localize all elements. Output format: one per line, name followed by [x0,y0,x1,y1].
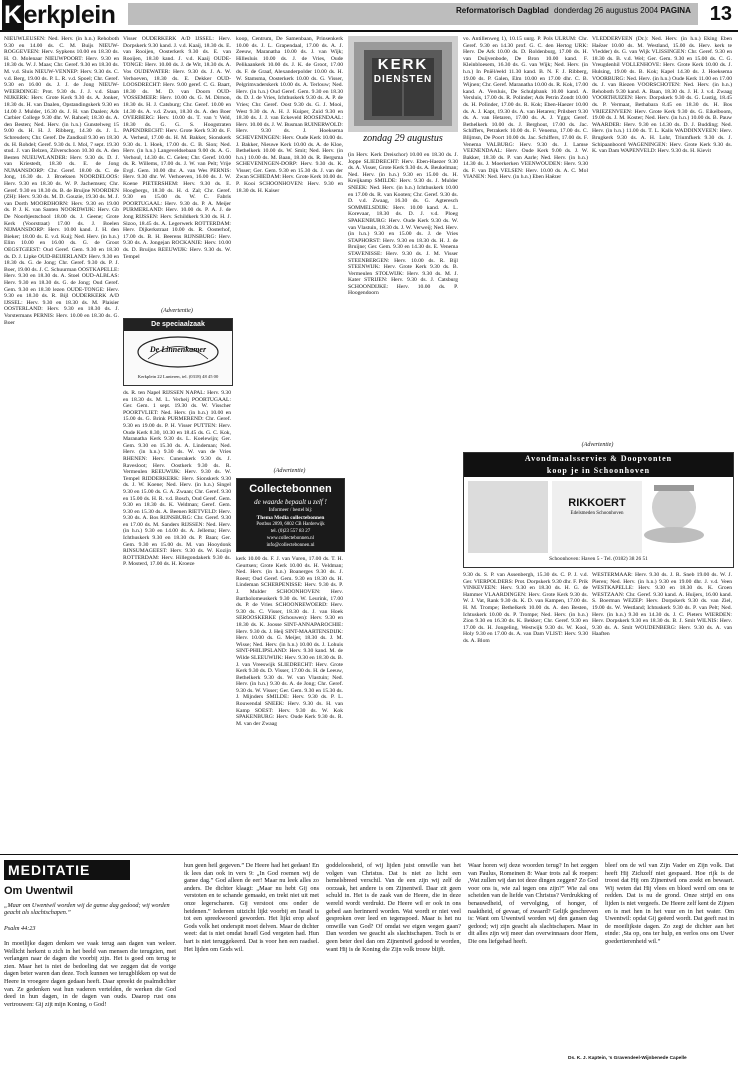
collectebonnen-info: Informeer / bestel bij: [268,508,313,513]
collectebonnen-company: Thema Media collectebonnen [256,515,325,521]
rikkoert-address: Schoonhoven: Haven 5 - Tel. (0182) 38 26 51 [549,556,648,562]
kerkdiensten-subtitle: DIENSTEN [373,74,433,85]
linnenkamer-address: Kerkplein 22 Lunteren, tel. (0318) 48 45 00 [137,374,219,379]
listing-column-4 [236,36,343,464]
meditatie-paragraph-2: hun geen heil gegeven.” De Heere had het gedaan! En ik lees dan ook in vers 9: „In God roemen wij de ganse dag.” God alleen de eer! Maar nu leek alles zo anders. De dichter klaagt: „Maar nu hebt Gij ons verstoten en te schande gemaakt, en trekt niet uit met onze legerscharen. Gij verstoot ons onder de heidenen.” Iedereen uitzicht lijkt voorbij en Israël is tot een spreekwoord geworden. Het lijkt erop alsof Gods volk het onderspit moet delven. Maar de dichter weet: dat is niet omdat Israël God vergeten had. Hun hart is niet teruggekeerd. Dat is voor hen een raadsel. Het lijden om Gods wil. [184,862,319,953]
listing-column-2 [123,36,231,306]
collectebonnen-sub: de waarde bepaalt u zelf ! [254,498,327,506]
listing-column-7 [463,36,588,436]
linnenkamer-ad[interactable] [123,318,233,386]
listing-column-6 [348,152,458,848]
listing-text-2: Visser OUDERKERK A/D IJSSEL: Herv. Dorpskerk 9.30 kand. J. v.d. Kaaij, 18.30 ds. E. van Rooijen, Oosterkerk 9.30 ds. E. van Rooijen, 18.30 kand. J. v.d. Kaaij OUDE-TONGE: Herv. 10.00 ds. J. de Wit, 18.30 ds. A. Vos OUDEWATER: Herv. 9.30 ds. J. A. W. Verhoeven, 18.30 ds. E. Dekker OUD-LOOSDRECHT: Herv. 9.00 geref. C. G. Baart, 18.30 ds. M. D. van Doorn OUD-VOSSEMEER: Herv. 10.00 ds. G. M. Dirnon, 18.30 ds. H. J. Catsburg; Chr. Geref. 10.00 en 14.30 ds. A. v.d. Zwan, 18.30 ds. A. den Boer OVERBERG: Herv. 10.00 ds. T. van 't Veld, 18.30 ds. G. G. S. Hoogstraten PAPENDRECHT: Herv. Grote Kerk 9.30 ds. F. A. Verheul, 17.00 ds. H. M. Bakker, Sionskerk 9.30 ds. I. Hoek, 17.00 ds. C. B. Sion; Ned. Herv. (in h.n.) Langeveldsebaan 9.00 ds. A. G. Verhoul, 14.30 ds. C. Gelen; Chr. Geref. 10.00 ds. R. Willems, 17.00 ds. J. W. van Pelt; Vrije Evgl. Gem. 10.00 dhr. A. van Wes PERNIS: Herv. 9.30 dhr. W. Verhoeven, 16.00 ds. J. W. Koene PIETERSHEM: Herv. 9.30 ds. E. Hoogbergs, 18.30 ds. H. d. Zal; Chr. Geref. 9.30 en 15.00 ds. W. C. Fabris POORTUGAAL: Herv. 9.30 ds. P. A. Meijer PURMERLAND: Herv. 10.00 ds. P. A. J. de Jong RIJSSEN: Herv. Schildkerk 9.30 ds. H. J. Sizoo, 18.45 ds. A. Legerwerk ROTTERDAM: Herv. Dijkerkstraat 10.00 ds. R. Oosterhof, 17.00 ds. B. H. Beerens RIJNSBURG: Herv. 9.30 ds. A. Jongejan ROCKANJE: Herv. 10.00 ds. D. Bruijns REEUWIJK: Herv. 9.30 ds. W. Tempel [123,36,231,260]
rikkoert-subheadline: koop je in Schoonhoven [546,466,651,475]
listing-text-7: vo. Antillenweg 1), 10.15 uurg. P. Pols ULRUM: Chr. Geref. 9.30 en 14.30 prof. G. C. den Hertog URK: Herv. De Ark 10.00 ds. D. Roldenburg, 17.00 ds. H. van Duijvenbode, De Bron 10.00 kand. F. Kleinbloesem, 16.30 ds. G. van Wijk; Ned. Herv. (in h.n.) In Pniël/eeld 11.30 kand. B. N. F. J. Ribberg, 19.00 ds. P. Galen, Elm 10.00 en 17.00 dhr. C. B. Wijnen; Chr. Geref. Maranatha 10.00 ds. R. Kok, 17.00 kand. A. Versluis, De Schulpbank 10.00 kand. A. Versluis, 17.00 ds. R. Polinder; Ads Petrin Zondt 10.00 ds. H. Polinder, 17.00 ds. R. Kok; Eben-Haezer 10.00 ds. A. J. Kapt, 19.30 ds. A. van Hetaren; Prilsbert 9.30 ds. A. van Hetaren, 17.00 ds. A. J. Ygga; Geref. Bethelkerk 10.00 ds. J. Berghout, 17.00 ds. Jac. Schiffers, Petrakerk 10.00 ds. F. Venema, 17.00 ds. C. Blijmsn, De Poort 10.00 ds. Jac. Schiffers, 17.00 ds. F. Venema VALBURG: Herv. 9.30 ds. J. Lamse VEENENDAAL: Herv. Oude Kerk 9.00 ds. J. W. Bakker, 18.30 ds. P. van Aarle; Ned. Herv. (in h.n.) 14.30 ds. J. Moerkerken VEENWOUDEN: Herv. 9.30 ds. F. van Dijk VELSEN: Herv. 10.00 ds. A. C. Mol VIANEN: Ned. Herv. (in h.n.) Eben Haëzer [463,36,588,181]
page-number: 13 [709,3,732,25]
kerkdiensten-feature [348,36,458,146]
rikkoert-product-photos [464,479,733,555]
issue-date-text: donderdag 26 augustus 2004 [554,6,659,15]
listing-column-1 [4,36,119,848]
advertentie-label-3: (Advertentie) [581,442,614,448]
advertentie-label-2: (Advertentie) [273,468,306,474]
meditatie-quote: „Maar om Uwentwil worden wij de ganse dag gedood; wij worden geacht als slachtschapen.” [4,902,170,917]
masthead-rule [0,30,738,32]
meditatie-author: Ds. K. J. Kaptein, 's Gravendeel-Wijnbenede Capelle [568,1056,687,1061]
meditatie-paragraph-5: bleef om de wil van Zijn Vader en Zijn volk. Dat heeft Hij Zichzelf niet gespaard. Hoe rijk is de troost dat Hij om Zijnentwil ons zoekt en bewaart. Wij weten dat Hij vlees en bloed werd om ons te redden. Dat is nu de grond. Onze strijd en ons lijden is niet vergeefs. De Heere zelf kent de Zijnen en is met hen in het vuur en in het water. Om Uwentwil: opdat Gij geëerd wordt. Dat geeft rust in de moeilijkste dagen. Zo zegt de dichter aan het einde: ,Sta op, ons ter hulp, en verlos ons om Uwer goedertierenheid wil.” [605,862,734,945]
listing-column-5 [236,556,343,848]
meditatie-column-2 [184,862,319,1066]
advertentie-label-1: (Advertentie) [161,308,193,314]
meditatie-paragraph-3: goddeloosheid, of wij lijden juist omwille van het volgen van Christus. Dat is niet zo licht een hemelsbreed verschil. Van de een zijn wij zelf de oorzaak, het andere is om Zijnentwil. Daar zit geen schuld in. Het is de zaak van de Heere, die in deze wereld wordt verdrukt. De Heere wil er ook in ons gebed aan herinnerd worden. Wat wordt er niet veel gesproken over leed en tegenspoed. Maar is het nu omwille van God? Of omdat we eigen wegen gaan? Dan worden we geacht als slachtschapen. Toch is er geen beter deel dan om Zijnentwil gedood te worden, want Hij is de Koning die Zijn volk trouw blijft. [326,862,461,953]
rikkoert-banner [464,453,733,477]
kerkdiensten-date: zondag 29 augustus [363,133,443,144]
collectebonnen-address: Postbus 2899, 6802 CB Harderwijk [256,522,325,527]
meditatie-divider [0,854,738,855]
listing-text-1: NIEUWLEUSEN: Ned. Herv. (in h.n.) Rehoboth 9.30 en 14.00 ds. C. M. Buijs NIEUW-ROGGEVEEN: Herv. Sypkens 10.00 en 18.30 ds. H. O. Molenaar NIEUWPOORT: Herv. 9.30 en 18.30 ds. W. J. Maas; Chr. Geref. 9.30 en 18.30 ds. M. v.d. Sluis NIEUW-VENNEP: Herv. 9.30 ds. C. v.d. Berg, 19.00 ds. P. L. R. v.d. Spoel; Chr. Geref. 9.30 en 16.00 ds. J. J. de Jong NIEUW-WEERDINGE: Prot. 9.30 ds. J. J. v.d. Slaan NIJKERK: Herv. Grote Kerk 9.30 ds. A. Jonker, 18.30 ds. H. van Daalen, Opstandingskerk 9.30 en 14.00 J. Mulder, 16.30 ds. J. H. van Daalen; Ads Carbier College 9.30 dhr. W. Rahoel; 18.30 ds. A. den Besten; Ned. Herv. (in h.n.) Gunstelweg 15 9.00 ds. H. H. J. Ribberg, 14.30 ds. J. L. Schreuders; Chr. Geref. De Zandkuil 9.30 en 18.30 ds. H. Rohdel; Geref. 9.30 ds. I. Mol, 7 sept. 19.30 stud. J. van Belzen, Zilverschoon 10.30 ds. A. den Besten NUEUWLANDER: Herv. 9.30 ds. D. J. van Kriestedt, 18.30 ds. E. de Jong NUMANSDORP: Chr. Geref. 18.00 ds. C. de Jong, 16.30 ds. J. Broeksen NOORDELOOS: Herv. 9.30 en 18.30 ds. W. P. Jachemsen; Chr. Geref. 9.30 en 18.30 ds. B. de Bruijne NOORDEN (ZH): Herv. 9.30 ds. M. D. Gouzie, 19.30 ds. M. J. van Dorth MOORDHORN: Herv. 9.30 en 19.00 ds. P. J. K. van Santen NOORDWIJK: Herv. Gb De Noorbjestschool 18.00 ds. J. Geene; Grote Kerk (Voorstraat) 17.00 ds. J. Boelen NIJMANSDORP: Herv. 10.00 kand. J. H. den Bieker; 18.00 ds. E. v.d. Kuij; Ned. Herv. (in h.n.) Elim 10.00 en 16.00 ds. G. de Groot OEGSTGEEST: Oud Geref. Gem. 9.30 en 18.30 ds. D. J. Lipke OUD-BEIJERLAND: Herv. 9.30 en 18.30 ds. G. de Jong; Chr. Geref. 9.30 ds. P. J. Boer, 19.00 ds. J. C. Schuurman OOSTKAPELLE: Herv. 9.30 en 18.30 ds. A. Stoel OUD-ALBLAS: Herv. 9.30 en 18.30 ds. G. de Jong; Oud Geref. Gem. 9.30 en 18.30 lezen OUDE-TONGE: Herv. 9.30 en 18.30 ds. R. Bijl OUDERKERK A/D IJSSEL: Herv. 9.30 en 18.30 ds. M. Plaisier OOSTERLAND: Herv. 9.30 en 18.30 ds. J. Vorstermans PERNIS: Herv. 10.00 en 18.30 ds. G. Boer [4,36,119,326]
meditatie-reference: Psalm 44:23 [4,925,36,932]
collectebonnen-email[interactable]: info@collectebonnen.nl [266,543,315,548]
speciaalzaak-heading: De speciaalzaak [124,319,232,331]
masthead [0,0,738,30]
issue-date [554,6,691,15]
section-title [2,0,115,30]
meditatie-title: Om Uwentwil [4,885,74,897]
rikkoert-logo: RIKKOERT [568,497,626,509]
rikkoert-ad[interactable] [463,452,734,568]
listing-text-6: (in Herv. Kerk Dreischor) 10.00 en 18.30 ds. J. Joppe SLIEDRECHT: Herv. Eben-Haezer 9.30 ds. A. Visser, Grote Kerk 9.30 ds. A. Beukelman; Ned. Herv. (in h.n.) 9.30 en 15.00 ds. H. Kreijkamp SMILDE: Herv. 9.30 ds. J. Mulder SNEEK: Ned. Herv. (in h.n.) Ichthuskerk 10.00 en 17.00 ds. R. van Kooten; Chr. Geref. 9.30 ds. D. v.d. Zwaag, 16.30 ds. G. Agteresch SOMMELSDIJK: Herv. 10.00 kand. A. L. Korevaar, 18.30 ds. D. J. v.d. Ploeg SPAKENBURG: Herv. Oude Kerk 9.30 ds. W. van Vlastuin, 18.30 ds. J. W. Verweij; Ned. Herv. (in h.n.) 9.30 en 15.00 ds. J. de Vries STAPHORST: Herv. 9.30 en 18.30 ds. H. J. de Bruijne; Ger. Gem. 9.30 en 14.30 ds. E. Venema STAVENISSE: Herv. 9.30 ds. J. M. Visser STEENBERGEN: Herv. 10.00 ds. R. Bijl STEENWIJK: Herv. Grote Kerk 9.30 ds. B. Vermeulen STOLWIJK: Herv. 9.30 ds. M. J. Kater STRIJEN: Herv. 9.30 ds. J. Catsburg SCHOONDIJKE: Herv. 10.00 ds. P. Hoogendoorn [348,152,458,297]
listing-text-3: ds. R. ten Napel RIJSSEN NAPAL: Herv. 9.30 en 18.30 ds. M. L. Verheij POORTUGAAL: Ger. Gem. 1 sept. 19.30 ds. W. Visscher POORTVLIET: Ned. Herv. (in h.n.) 10.00 en 15.00 ds. G. Brink PURMEREND: Chr. Geref. 9.30 en 19.00 ds. P. H. Visser PUTTEN: Herv. Oude Kerk 8.30, 10.30 en 18.45 ds. G. C. Kok, Maranatha Kerk 9.30 ds. L. Koelewijn; Ger. Gem. 9.30 en 15.30 ds. A. Lindeman; Ned. Herv. (in h.n.) 9.30 ds. W. van de Vries RHENEN: Herv. Cunerakerk 9.30 ds. J. Ravesloot; Herv. Oostkerk 9.30 ds. R. Vermeulen REEUWIJK: Herv. 9.30 ds. W. Tempel RIDDERKERK: Herv. Sionskerk 9.30 ds. J. W. Koene; Ned. Herv. (in h.n.) Singel 9.30 en 15.00 ds. G. A. Zwaan; Chr. Geref. 9.30 en 15.00 ds. H. R. v.d. Bosch, Oud Geref. Gem. 9.30 en 18.30 ds. K. Veldman; Geref. Gem. 9.30 en 15.30 ds. A. Beenen RIETVELD: Herv. 9.30 ds. A. Bos RIJNSBURG: Chr. Geref. 9.30 en 17.00 ds. M. Sanders RIJSSEN: Ned. Herv. (in h.n.) 9.30 en 14.00 ds. A. Jellema; Herv. Ichthuskerk 9.30 en 18.30 ds. P. Baan; Ger. Gem. 9.30 en 15.00 ds. M. van Hooydonk RINSUMAGEEST: Herv. 9.30 ds. W. Kozijn ROTTERDAM: Herv. Hillegondakerk 9.30 ds. P. Mosterd, 17.00 ds. H. Kroeze [123,390,231,568]
listing-text-8: VLEDDERVEEN (Dr.): Ned. Herv. (in h.n.) Eking Eben Haëzer 10.00 ds. M. Westland, 15.00 ds. Herv. kerk te Vledder) ds. G. van Wijk VLISSINGEN: Chr. Geref. 9.30 en 18.30 ds. B. v.d. Wel; Ger. Gem. 9.30 en 15.00 ds. C. G. Vreugdenhil VOLLENHOVE: Herv. Grote Kerk 10.00 ds. J. Hulsing, 19.00 ds. B. Kok; Kapel 14.30 ds. J. Hoeksema VOORBURG: Ned. Herv. (in h.n.) Oude Kerk 11.00 en 17.00 ds. J. van Riezen VOORSCHOTEN: Ned. Herv. (in h.n.) Rehoboth 9.30 kand. A. Baan, 18.30 ds. J. H. J. v.d. Zwaag VOORTHUIZEN: Herv. Dorpskerk 9.30 ds. G. Lustig, 18.45 ds. P. Vermaat, Bethabara 8.45 en 18.30 ds. H. Bos VRIEZENVEEN: Herv. Grote Kerk 9.30 ds. G. Eikelboom, 19.00 ds. J. M. Koster; Ned. Herv. (in h.n.) 10.00 ds. B. Pauw WAARDER: Herv. 9.30 en 14.30 ds. D. J. Budding; Ned. Herv. (in h.n.) 11.00 ds. T. L. Kalis WADDINXVEEN: Herv. Brugkerk 9.30 ds. A. H. Lohr, Triumfkerk 9.30 ds. J. Schipaanboord WAGENINGEN: Herv. Grote Kerk 9.30 ds. K. van Dam WAPENVELD: Herv. 9.30 ds. H. Kievit [592,36,732,155]
listing-column-11 [592,572,732,848]
listing-text-11: WESTERMAAR: Herv. 9.30 ds. J. R. Sneb 19.00 ds. W. J. Pieren; Ned. Herv. (in h.n.) 9.30 en 19.00 dhr. J. v.d. Veen WESTKAPELLE: Herv. 9.30 en 18.30 ds. K. Groen WESTZAAN: Chr. Geref. 9.30 kand. A. Huijers, 16.00 kand. S. Boerman WEZEP: Herv. Dorpskerk 9.30 ds. van Ziel, 19.00 ds. W. Westland; Ichtuskerk 9.30 ds. P. van Pelt; Ned. Herv. (in h.n.) 9.30 en 14.30 ds. J. C. Pieters WIERDEN: Herv. Dorpskerk 9.30 en 18.30 ds. B. J. Smit WILNIS: Herv. 9.30 ds. A. Smit WOUDENBERG: Herv. 9.30 ds. A. van Haaften [592,572,732,638]
rikkoert-headline: Avondmaalsservies & Doopvonten [524,454,673,463]
newspaper-name: Reformatorisch Dagblad [456,6,549,15]
meditatie-paragraph-4: Waar horen wij deze woorden terug? In het zeggen van Paulus, Romeinen 8: Waar trots zal ik roepen: ,Wat zullen wij dan tot deze dingen zeggen? Zo God voor ons is, wie zal tegen ons zijn?” Wie zal ons scheiden van de liefde van Christus? Verdrukking of benauwdheid, of vervolging, of honger, of naaktheid, of gevaar, of zwaard? Gelijk geschreven is: Want om Uwentwil worden wij den gansen dag gedood; wij zijn geacht als slachtschapen. Maar in dit alles zijn wij meer dan overwinnaars door Hem, Die ons liefgehad heeft. [468,862,598,945]
rikkoert-tagline: Edelsmeden Schoonhoven [570,511,624,516]
section-title-rest: erkplein [23,1,116,29]
section-title-initial: K [4,1,22,29]
listing-text-4: koop, Centrum, De Samenbaan, Prinsenkerk 10.00 ds. J. L. Grapendaal, 17.00 ds. A. J. Zeeuw, Maranatha 10.00 ds. J. van Wijk; Hillesluis 10.00 ds. J. de Vries, Oude Pelikaankerk 10.00 ds. J. K. de Groot, 17.00 ds. F. de Graaf, Alexanderpolder 10.00 ds. H. W. Stamsma, Oosterkerk 10.00 ds. G. Visser, Pelgrimvaderskerk 10.00 ds. A. Terlouw; Ned. Herv. (in h.n.) Oud Geref. Gem. 9.30 en 18.30 ds. D. J. de Vries, Ichthuskerk 9.30 ds. A. P. de Vries; Chr. Geref. Oost 9.30 ds. G. J. Mooi, West 9.30 ds. A. H. J. Kuiper, Zuid 9.30 en 18.30 ds. J. J. van Eckeveld ROOSENDAAL: Herv. 10.00 ds. J. W. Busman RUINERWOLD: Herv. 9.30 ds. J. Hoeksema SCHEVENINGEN: Herv. Oude Kerk 10.00 ds. J. Bakker, Nieuwe Kerk 10.00 ds. A. de Kloe, Bethelkerk 10.00 ds. W. Smit; Ned. Herv. (in h.n.) 10.00 ds. M. Baan, 18.30 ds. R. Bergsma SCHEVENINGEN-DORP: Herv. 9.30 ds. K. Visser; Ger. Gem. 9.30 en 15.30 ds. J. van der Zwan SCHIEDAM: Herv. Grote Kerk 10.00 ds. P. Kooi SCHOONHOVEN: Herv. 9.30 en 18.30 ds. H. Kaiser [236,36,343,194]
kerkdiensten-title: KERK [377,56,429,73]
page-label: PAGINA [660,6,691,15]
linnenkamer-logo: De Linnenkamer [149,345,207,354]
meditatie-column-4 [468,862,598,1066]
listing-column-8 [592,36,732,436]
collectebonnen-phone: tel. (0)23 557 83 27 [270,529,311,534]
meditatie-column-3 [326,862,461,1066]
collectebonnen-title: Collectebonnen [249,483,332,495]
meditatie-paragraph-1: In moeilijke dagen denken we vaak terug aan dagen van weleer. Wellicht herkent u zich in het beeld van mensen die terugzien, met verlangen naar de dagen die voorbij zijn. Het is goed om terug te zien. Maar het is niet de bedoeling dat we zeggen dat de vorige dagen beter waren dan deze. Toch kunnen we terugblikken op wat de Heere in vroegere dagen gedaan heeft. Daar spreekt de psalmdichter van. Ze gedenken wat hun vaderen vertelden, de werken die God deed in hun dagen, in de dagen van ouds. Daarop rust ons vertrouwen: Gij zijt mijn Koning, o God! [4,940,176,1008]
collectebonnen-website[interactable]: www.collectebonnen.nl [266,536,315,541]
meditatie-label: MEDITATIE [4,860,130,880]
listing-text-10: 9.30 ds. S. P. van Assenbergh, 15.30 ds. C. P. J. v.d. Ger. VIERPOLDERS: Prot. Dorpskerk 9.30 dhr. F. Prik VINKEVEEN: Herv. 9.30 en 18.30 ds. H. G. de Hammer VLAARDINGEN: Herv. Grote Kerk 9.30 ds. W. J. Vat, Rank 9.30 ds. K. D. van Kampen, 17.00 ds. H. M. Trompe; Bethelkerk 10.00 ds. A. den Besten, Ichtuskerk 10.00 ds. P. Trompe; Ned. Herv. (in h.n.) Zion 9.30 en 16.30 ds. K. Bekker; Chr. Geref. 9.30 en 17.00 ds. H. Jongeling, Westwijk 9.30 ds. W. Kooi, Holy 9.30 en 17.00 ds. A. van Dam VLIST: Herv. 9.30 ds. A. Blom [463,572,588,644]
listing-column-10 [463,572,588,848]
meditatie-column-1 [4,940,176,1064]
listing-column-3 [123,390,231,848]
collectebonnen-ad[interactable] [236,478,345,552]
listing-text-5: kerk 10.00 ds. F. J. van Vuren, 17.00 ds. T. H. Geurtsen; Grote Kerk 10.00 ds. H. Veldman; Ned. Herv. (in h.n.) Boanerges 9.30 ds. J. Roest; Oud Geref. Gem. 9.30 en 18.30 ds. H. Lindeman SCHERPENISSE: Herv. 9.30 ds. P. J. Mulder SCHOONHOVEN: Herv. Bartholomeuskerk 9.30 ds. W. Leurink, 17.00 ds. P. de Vries SCHOONREWOERD: Herv. 9.30 ds. C. Visser, 18.30 ds. J. van Hoek SEROOSKERKE (Schouwen): Herv. 9.30 en 18.30 ds. K. Joosse SINT-ANNAPAROCHIE: Herv. 9.30 ds. J. Heij SINT-MAARTENSDIJK: Herv. 10.00 ds. G. Meijer, 18.30 ds. J. M. Wisse; Ned. Herv. (in h.n.) 10.00 ds. J. Lohuis SINT-PHILIPSLAND: Herv. 9.30 kand. M. de Wilde SLEEUWIJK: Herv. 9.30 en 18.30 ds. B. J. van Vreeswijk SLIEDRECHT: Herv. Grote Kerk 9.30 ds. D. Visser, 17.00 ds. H. de Leeuw, Bethelkerk 9.30 ds. W. van Vlastuin; Ned. Herv. (in h.n.) 9.30 ds. A. de Jong; Chr. Geref. 9.30 ds. W. Visser; Ger. Gem. 9.30 en 15.30 ds. J. Mijnders SMILDE: Herv. 9.30 ds. P. L. Rouwendal SNEEK: Herv. 9.30 ds. H. van Kamp SOEST: Herv. 9.30 ds. W. Kok SPAKENBURG: Herv. Oude Kerk 9.30 ds. R. M. van der Zwaag [236,556,343,727]
meditatie-column-5 [605,862,734,1052]
